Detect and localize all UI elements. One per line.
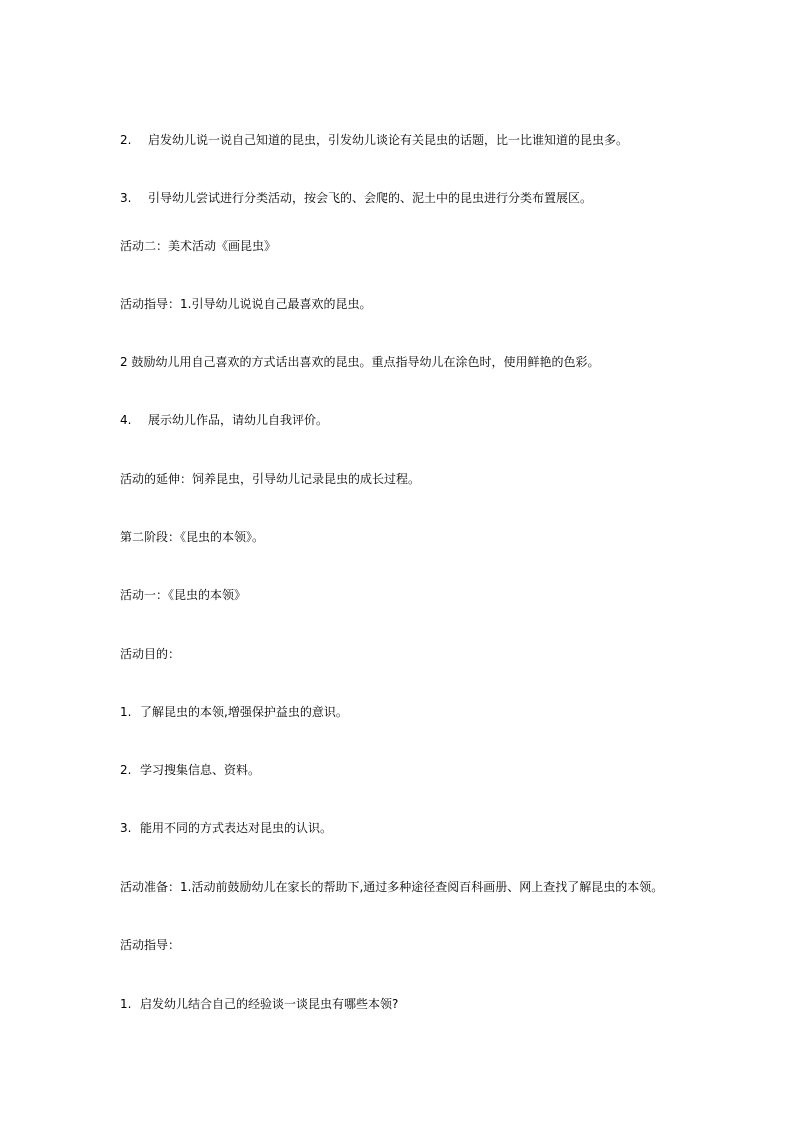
activity-preparation-line: 活动准备：1.活动前鼓励幼儿在家长的帮助下,通过多种途径查阅百科画册、网上查找了解昆虫的本领。 [120,880,664,894]
item-number: 2. [120,763,132,777]
item-text: 启发幼儿说一说自己知道的昆虫，引发幼儿谈论有关昆虫的话题，比一比谁知道的昆虫多。 [148,133,629,147]
item-number: 4. [120,413,132,427]
paragraph-item-encourage: 2 鼓励幼儿用自己喜欢的方式话出喜欢的昆虫。重点指导幼儿在涂色时，使用鲜艳的色彩。 [120,355,600,369]
activity-guidance-heading: 活动指导： [120,938,181,952]
item-number: 2. [120,133,132,147]
paragraph-item-2 [120,132,740,148]
activity-guidance-line: 活动指导：1.引导幼儿说说自己最喜欢的昆虫。 [120,297,372,311]
activity-two-heading: 活动二：美术活动《画昆虫》 [120,239,277,253]
item-number: 1. [120,997,132,1011]
activity-one-heading: 活动一：《昆虫的本领》 [120,588,247,602]
goal-item-2 [120,762,740,778]
paragraph-item-3 [120,190,740,206]
item-text: 展示幼儿作品，请幼儿自我评价。 [148,413,329,427]
item-number: 3. [120,821,132,835]
item-text: 能用不同的方式表达对昆虫的认识。 [140,821,333,835]
item-text: 了解昆虫的本领,增强保护益虫的意识。 [140,705,348,719]
activity-extension-line: 活动的延伸：饲养昆虫，引导幼儿记录昆虫的成长过程。 [120,472,421,486]
item-text: 启发幼儿结合自己的经验谈一谈昆虫有哪些本领? [140,997,399,1011]
goal-item-3 [120,820,740,836]
item-text: 学习搜集信息、资料。 [140,763,261,777]
item-number: 3. [120,191,132,205]
goal-item-1 [120,704,740,720]
activity-goal-heading: 活动目的： [120,647,181,661]
stage-two-heading: 第二阶段：《昆虫的本领》。 [120,530,265,544]
paragraph-item-4 [120,412,740,428]
guidance-item-1 [120,996,740,1012]
item-text: 引导幼儿尝试进行分类活动，按会飞的、会爬的、泥土中的昆虫进行分类布置展区。 [148,191,593,205]
item-number: 1. [120,705,132,719]
